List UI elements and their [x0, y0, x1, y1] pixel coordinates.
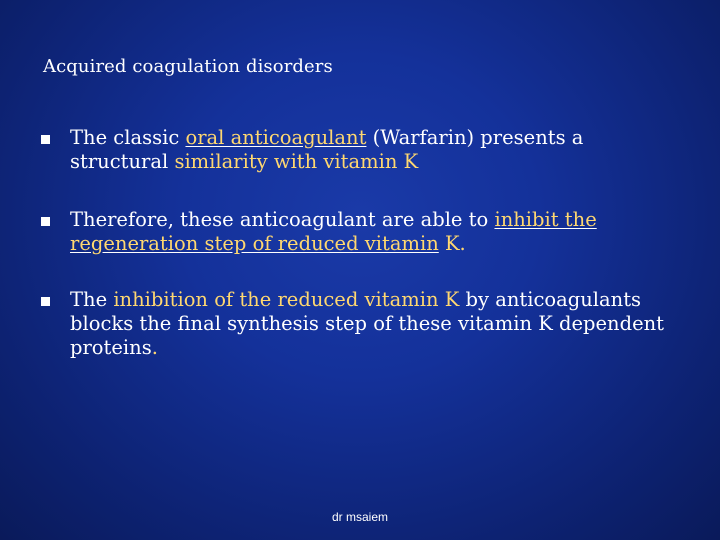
- slide-title: Acquired coagulation disorders: [43, 56, 333, 77]
- bullet-text-part: (Warfarin) presents a structural: [70, 126, 584, 173]
- square-bullet-icon: [41, 217, 50, 226]
- square-bullet-icon: [41, 297, 50, 306]
- bullet-text-part: inhibit the regeneration step of reduced vitamin: [70, 208, 597, 255]
- bullet-text-part: The classic: [70, 126, 186, 149]
- bullet-text-part: The: [70, 288, 114, 311]
- bullet-text-part: .: [151, 336, 158, 359]
- bullet-item-3: [40, 288, 680, 360]
- bullet-text-part: similarity with vitamin K: [174, 150, 419, 173]
- bullet-text-part: K.: [438, 232, 466, 255]
- bullet-item-2: [40, 208, 680, 256]
- bullet-text-part: oral anticoagulant: [185, 126, 367, 149]
- slide-footer: dr msaiem: [331, 510, 388, 524]
- bullet-text-part: inhibition of the reduced vitamin K: [113, 288, 460, 311]
- bullet-item-1: [40, 126, 680, 174]
- bullet-text-part: Therefore, these anticoagulant are able to: [70, 208, 495, 231]
- bullet-text-part: by anticoagulants blocks the final synthesis step of these vitamin K dependent proteins: [70, 288, 665, 359]
- square-bullet-icon: [41, 135, 50, 144]
